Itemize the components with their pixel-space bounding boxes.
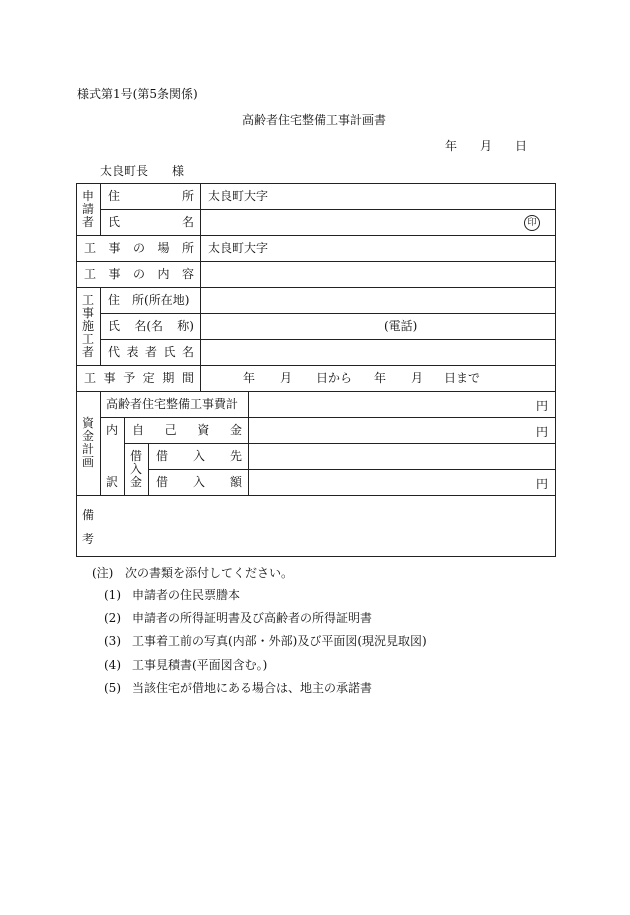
funding-total-label: 高齢者住宅整備工事費計: [106, 397, 239, 411]
funding-section-label: 資 金 計 画: [81, 416, 94, 469]
applicant-section-label: 申 請 者: [81, 188, 94, 229]
note-num: (2): [104, 611, 121, 625]
contractor-section-label: 工 事 施 工 者: [81, 292, 94, 359]
note-text: 申請者の住民票謄本: [132, 588, 241, 602]
applicant-address-value: 太良町大字: [208, 189, 269, 203]
applicant-address-label: 住 所: [108, 189, 194, 203]
note-num: (4): [104, 658, 121, 672]
loan-label: 借 入 金: [129, 448, 142, 489]
work-location-label: 工 事 の 場 所: [84, 241, 194, 255]
note-text: 工事着工前の写真(内部・外部)及び平面図(現況見取図): [132, 634, 427, 648]
contractor-phone-label: (電話): [384, 319, 418, 333]
date-year-label: 年: [445, 139, 458, 153]
period-to-year: 年: [374, 371, 387, 385]
contractor-address-label: 住 所(所在地): [108, 293, 190, 307]
period-from-day: 日から: [316, 371, 353, 385]
date-month-label: 月: [480, 139, 493, 153]
breakdown-label-top: 内: [106, 423, 119, 437]
funding-total-yen: 円: [536, 399, 549, 413]
period-to-month: 月: [411, 371, 424, 385]
lender-label: 借 入 先: [156, 449, 242, 463]
note-text: 当該住宅が借地にある場合は、地主の承諾書: [132, 681, 373, 695]
remarks-label-1: 備: [82, 508, 95, 522]
seal-mark: 印: [524, 215, 540, 231]
contractor-name-label: 氏 名(名 称): [108, 319, 194, 333]
period-from-year: 年: [243, 371, 256, 385]
contractor-rep-label: 代 表 者 氏 名: [108, 345, 194, 359]
period-to-day: 日まで: [444, 371, 481, 385]
note-text: 工事見積書(平面図含む。): [132, 658, 268, 672]
note-num: (3): [104, 634, 121, 648]
own-funds-label: 自 己 資 金: [132, 423, 242, 437]
note-text: 申請者の所得証明書及び高齢者の所得証明書: [132, 611, 373, 625]
date-day-label: 日: [515, 139, 528, 153]
note-num: (5): [104, 681, 121, 695]
work-period-label: 工 事 予 定 期 間: [84, 371, 194, 385]
notes-heading: (注): [92, 566, 114, 580]
period-from-month: 月: [280, 371, 293, 385]
document-title: 高齢者住宅整備工事計画書: [242, 113, 387, 127]
applicant-name-label: 氏 名: [108, 215, 194, 229]
form-number: 様式第1号(第5条関係): [77, 87, 198, 101]
loan-amount-yen: 円: [536, 477, 549, 491]
loan-amount-label: 借 入 額: [156, 475, 242, 489]
work-location-value: 太良町大字: [208, 241, 269, 255]
breakdown-label-bottom: 訳: [106, 475, 119, 489]
addressee: 太良町長 様: [100, 164, 185, 178]
application-form-table: [76, 183, 556, 557]
own-funds-yen: 円: [536, 425, 549, 439]
notes-intro: 次の書類を添付してください。: [125, 566, 294, 580]
work-content-label: 工 事 の 内 容: [84, 267, 194, 281]
remarks-label-2: 考: [82, 532, 95, 546]
note-num: (1): [104, 588, 121, 602]
